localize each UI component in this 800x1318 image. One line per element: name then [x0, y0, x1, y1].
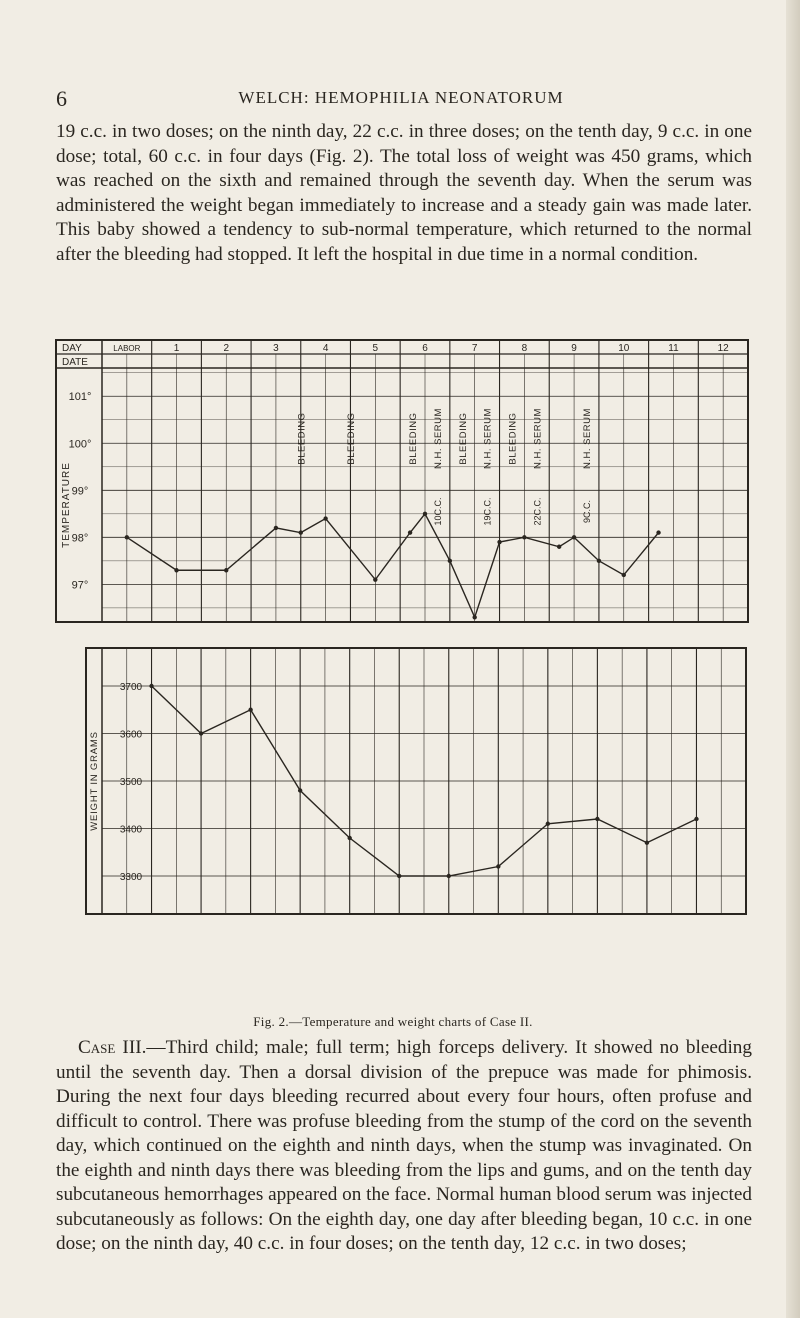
day-column-label: 10 [618, 343, 630, 354]
temperature-point [373, 577, 377, 581]
temperature-point [224, 568, 228, 572]
weight-point [694, 817, 698, 821]
temperature-point [522, 535, 526, 539]
running-head: WELCH: HEMOPHILIA NEONATORUM [238, 88, 564, 107]
weight-tick-label: 3700 [119, 682, 143, 693]
weight-tick-label: 3400 [119, 824, 143, 836]
temperature-point [656, 530, 660, 534]
day-column-label: 11 [668, 343, 679, 354]
date-header-label: DATE [62, 357, 88, 368]
body-paragraph-1: 19 c.c. in two doses; on the ninth day, 22 c.c. in three doses; on the tenth day, 9 c.c. in one dose; total, 60 c.c. in four days (Fig. 2). The total loss of weight was 450 grams, which was reached on the sixth and remained through the seventh day. When the serum was administered the weight began immediately to increase and a steady gain was made later. This baby showed a tendency to sub-normal temperature, which returned to the normal after the bleeding had stopped. It left the hospital in due time in a normal condition. [56, 121, 752, 265]
temperature-point [557, 545, 561, 549]
page-number: 6 [56, 86, 67, 111]
serum-dose-annotation: 10C.C. [432, 497, 443, 526]
temperature-tick-label: 98° [71, 532, 89, 545]
weight-tick-label: 3600 [119, 729, 143, 741]
weight-chart-frame [86, 648, 746, 914]
weight-point [199, 731, 203, 735]
treatment-annotation: BLEEDING [408, 412, 420, 465]
treatment-annotation: BLEEDING [457, 412, 469, 465]
day-header-label: DAY [62, 343, 82, 354]
weight-point [496, 864, 500, 868]
weight-axis-label: WEIGHT IN GRAMS [89, 731, 100, 831]
treatment-annotation: N.H. SERUM [532, 408, 544, 470]
temperature-point [472, 615, 476, 619]
case-heading: Case III. [78, 1037, 147, 1058]
body-paragraph-2 [56, 1036, 752, 1257]
case-text: —Third child; male; full term; high forceps delivery. It showed no bleeding until the seventh day. Then a dorsal division of the prepuce was made for phimosis. During the next four days bleeding recurred about every four hours, often profuse and difficult to control. There was profuse bleeding from the stump of the cord on the seventh day, which continued on the eighth and ninth days, when the stump was invaginated. On the eighth and ninth days there was bleeding from the lips and gums, and on the tenth day subcutaneous hemorrhages appeared on the face. Normal human blood serum was injected subcutaneously as follows: On the eighth day, one day after bleeding began, 10 c.c. in one dose; on the ninth day, 40 c.c. in four doses; on the tenth day, 12 c.c. in two doses; [56, 1037, 752, 1254]
day-column-label: 6 [422, 343, 428, 354]
weight-point [447, 874, 451, 878]
temperature-axis-label: TEMPERATURE [61, 462, 72, 548]
weight-point [645, 841, 649, 845]
serum-dose-annotation: 9C.C. [582, 499, 592, 523]
weight-point [347, 836, 351, 840]
temperature-tick-label: 100° [68, 438, 92, 451]
day-column-label: 12 [717, 343, 729, 354]
weight-tick-label: 3500 [119, 777, 143, 788]
weight-point [248, 708, 252, 712]
weight-point [595, 817, 599, 821]
temperature-frame [56, 340, 748, 622]
temperature-point [497, 540, 501, 544]
day-column-label: 4 [322, 343, 329, 354]
temperature-tick-label: 101° [68, 391, 92, 404]
day-column-label: 2 [223, 343, 230, 354]
day-column-label: 5 [372, 343, 379, 354]
temperature-point [622, 573, 626, 577]
weight-point [149, 684, 153, 688]
temperature-point [299, 530, 303, 534]
treatment-annotation: BLEEDING [296, 412, 308, 465]
day-column-label: 7 [471, 343, 478, 354]
temperature-point [274, 526, 278, 530]
temperature-tick-label: 99° [71, 485, 89, 498]
temperature-point [572, 535, 576, 539]
treatment-annotation: N.H. SERUM [582, 408, 593, 470]
temperature-point [125, 535, 129, 539]
treatment-annotation: BLEEDING [507, 412, 519, 465]
temperature-point [408, 530, 412, 534]
temperature-tick-label: 97° [71, 579, 89, 592]
temperature-point [597, 559, 601, 563]
temperature-point [423, 512, 427, 516]
temperature-point [448, 559, 452, 563]
temperature-point [174, 568, 178, 572]
treatment-annotation: N.H. SERUM [432, 408, 444, 470]
temperature-point [323, 516, 327, 520]
weight-tick-label: 3300 [119, 872, 143, 883]
figure-caption: Fig. 2.—Temperature and weight charts of Case II. [253, 1014, 533, 1029]
weight-point [298, 788, 302, 792]
day-column-label: 8 [521, 343, 528, 354]
treatment-annotation: BLEEDING [345, 412, 357, 465]
serum-dose-annotation: 22C.C. [532, 497, 543, 526]
temperature-series-line [127, 514, 659, 617]
weight-point [397, 874, 401, 878]
day-column-label: 1 [173, 343, 180, 354]
weight-point [546, 822, 550, 826]
day-column-label: LABOR [113, 344, 141, 353]
treatment-annotation: N.H. SERUM [482, 408, 494, 470]
day-column-label: 3 [273, 343, 279, 354]
serum-dose-annotation: 19C.C. [482, 497, 493, 526]
temperature-chart-frame [56, 340, 748, 622]
day-column-label: 9 [571, 343, 577, 354]
